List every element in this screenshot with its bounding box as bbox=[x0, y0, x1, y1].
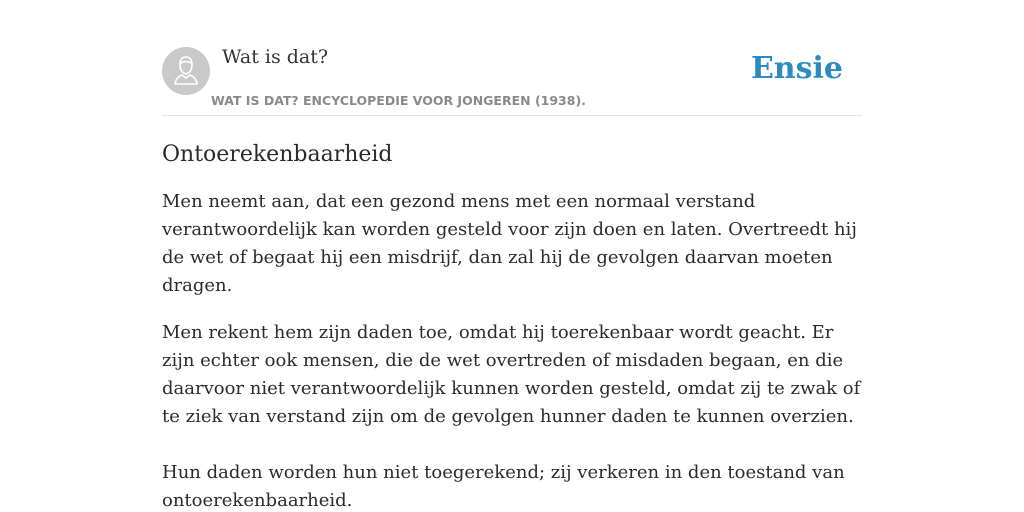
source-title-link[interactable]: Wat is dat? bbox=[222, 46, 329, 68]
user-silhouette-icon bbox=[162, 47, 210, 95]
ensie-logo[interactable]: Ensie bbox=[750, 51, 843, 86]
source-subtitle: WAT IS DAT? ENCYCLOPEDIE VOOR JONGEREN (1938). bbox=[211, 93, 586, 108]
source-avatar[interactable] bbox=[162, 47, 210, 95]
article-paragraph: Men neemt aan, dat een gezond mens met een normaal verstand verantwoordelijk kan worden gesteld voor zijn doen en laten. Overtreedt hij de wet of begaat hij een misdrijf, dan zal hij de gevolgen daarvan moeten dragen. bbox=[162, 191, 857, 296]
article-content bbox=[162, 138, 862, 512]
source-header bbox=[162, 40, 862, 116]
paragraph-spacer bbox=[162, 450, 862, 459]
article-paragraph: Men rekent hem zijn daden toe, omdat hij toerekenbaar wordt geacht. Er zijn echter ook mensen, die de wet overtreden of misdaden begaan, en die daarvoor niet verantwoordelijk kunnen worden gesteld, omdat zij te zwak of te ziek van verstand zijn om de gevolgen hunner daden te kunnen overzien. bbox=[162, 322, 861, 427]
article-title: Ontoerekenbaarheid bbox=[162, 142, 393, 167]
article-paragraph: Hun daden worden hun niet toegerekend; zij verkeren in den toestand van ontoerekenbaarheid. bbox=[162, 462, 845, 511]
